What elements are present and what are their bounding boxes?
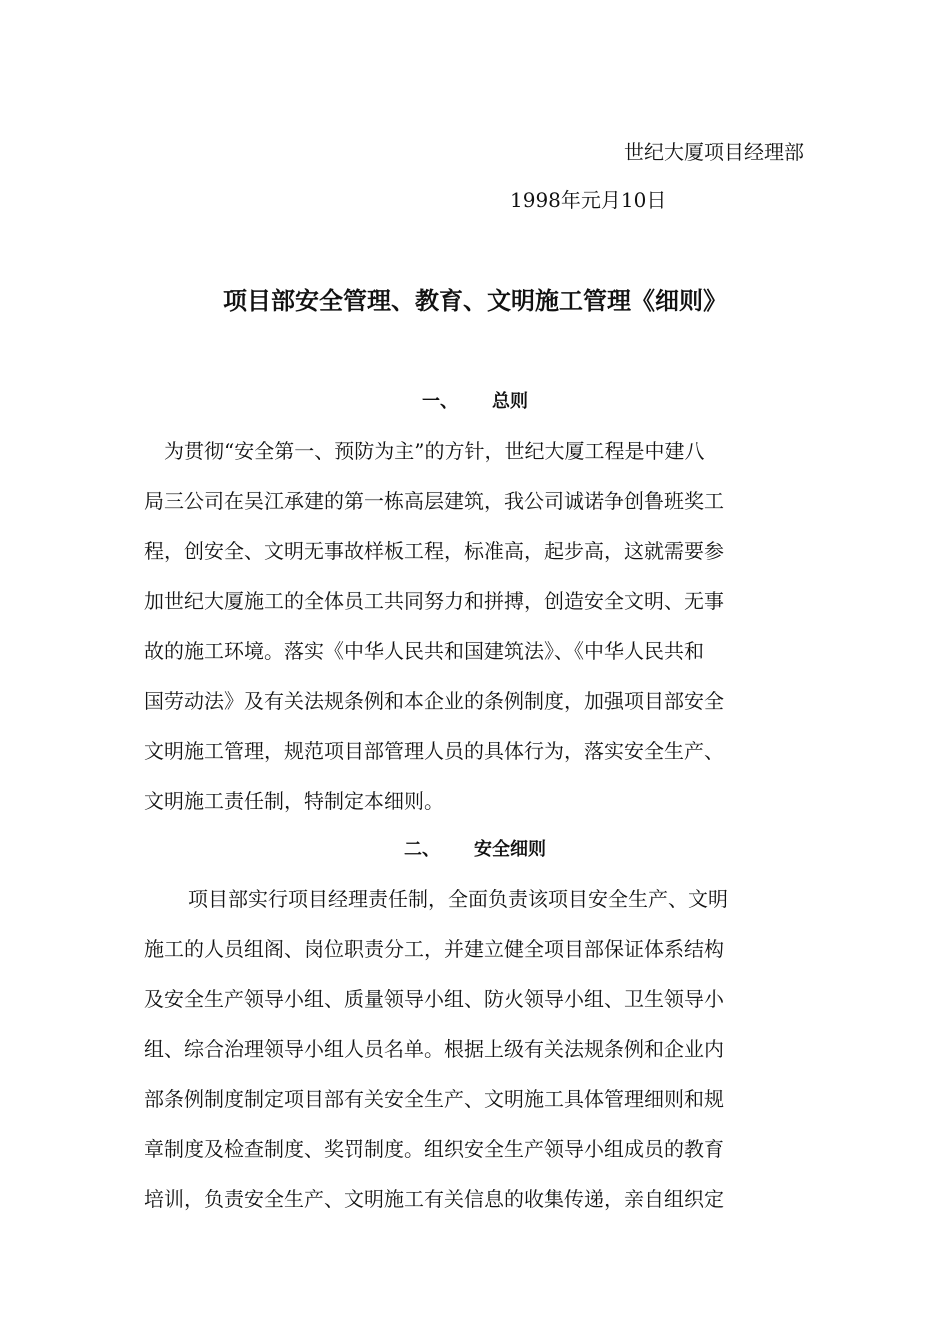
text-line: 国劳动法》及有关法规条例和本企业的条例制度，加强项目部安全 — [144, 689, 724, 713]
text-line: 故的施工环境。落实《中华人民共和国建筑法》、《中华人民共和 — [144, 639, 704, 663]
text-line: 文明施工管理，规范项目部管理人员的具体行为，落实安全生产、 — [144, 739, 724, 763]
section-number: 二、 — [404, 839, 440, 860]
text-line: 章制度及检查制度、奖罚制度。组织安全生产领导小组成员的教育 — [144, 1137, 724, 1161]
text-line: 局三公司在吴江承建的第一栋高层建筑，我公司诚诺争创鲁班奖工 — [144, 489, 724, 513]
text-line: 程，创安全、文明无事故样板工程，标准高，起步高，这就需要参 — [144, 539, 724, 563]
text-line: 部条例制度制定项目部有关安全生产、文明施工具体管理细则和规 — [144, 1087, 724, 1111]
text-line: 及安全生产领导小组、质量领导小组、防火领导小组、卫生领导小 — [144, 987, 724, 1011]
organization-name: 世纪大厦项目经理部 — [624, 140, 804, 164]
section-number: 一、 — [422, 391, 458, 412]
text-line: 培训，负责安全生产、文明施工有关信息的收集传递，亲自组织定 — [144, 1187, 724, 1211]
text-line: 项目部实行项目经理责任制，全面负责该项目安全生产、文明 — [188, 887, 728, 911]
text-line: 文明施工责任制，特制定本细则。 — [144, 789, 444, 813]
text-line: 施工的人员组阁、岗位职责分工，并建立健全项目部保证体系结构 — [144, 937, 724, 961]
section-body-safety — [144, 874, 804, 1224]
section-title: 安全细则 — [474, 839, 546, 860]
text-line: 加世纪大厦施工的全体员工共同努力和拼搏，创造安全文明、无事 — [144, 589, 724, 613]
section-heading-safety — [0, 836, 950, 864]
document-title: 项目部安全管理、教育、文明施工管理《细则》 — [223, 286, 727, 315]
section-body-general — [144, 426, 804, 826]
section-title: 总则 — [492, 391, 528, 412]
text-line: 为贯彻“安全第一、预防为主”的方针，世纪大厦工程是中建八 — [164, 439, 705, 463]
section-heading-general — [0, 388, 950, 416]
text-line: 组、综合治理领导小组人员名单。根据上级有关法规条例和企业内 — [144, 1037, 724, 1061]
document-date: 1998年元月10日 — [510, 188, 667, 212]
